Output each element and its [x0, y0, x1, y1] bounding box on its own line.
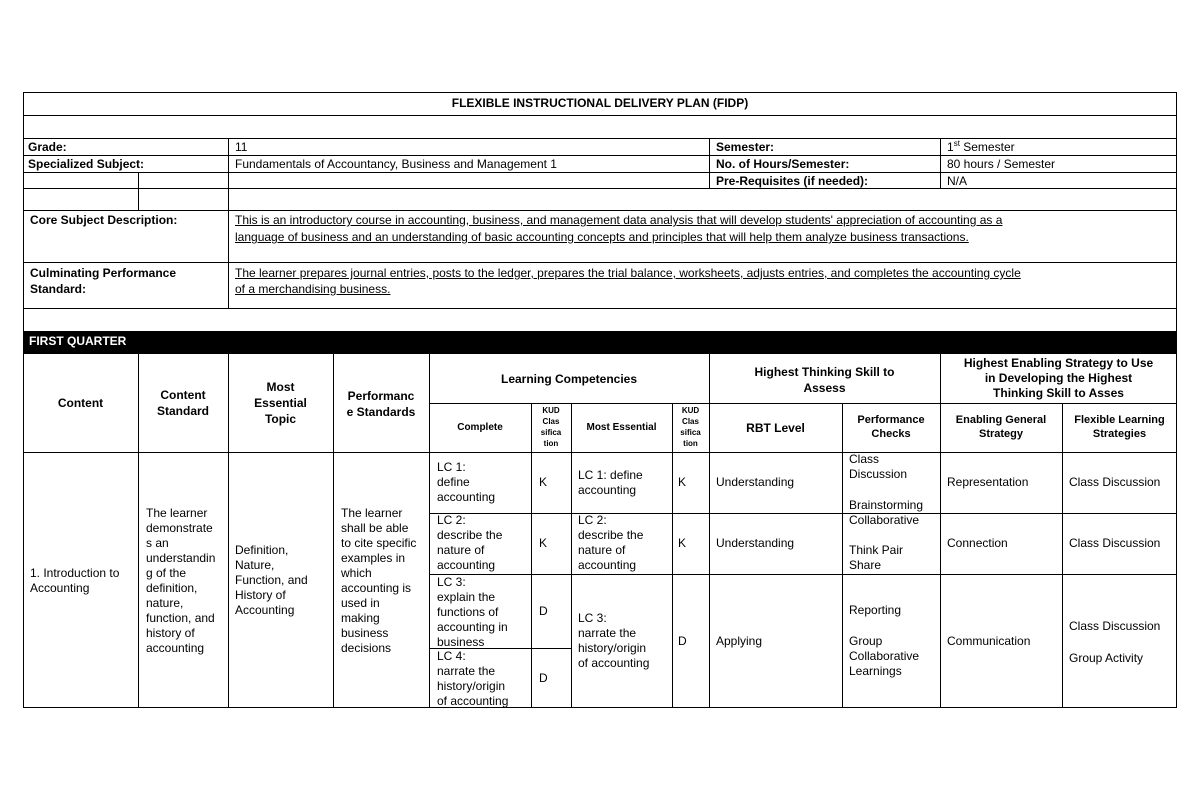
rule [429, 403, 1177, 404]
subject-value: Fundamentals of Accountancy, Business and Management 1 [235, 157, 557, 171]
lc3-rbt-level: Applying [716, 634, 763, 648]
rule [228, 138, 229, 188]
header-learning-competencies: Learning Competencies [500, 372, 638, 386]
prereq-label: Pre-Requisites (if needed): [716, 174, 869, 188]
rule [23, 155, 1177, 156]
header-complete: Complete [457, 422, 503, 433]
subject-label: Specialized Subject: [28, 157, 145, 171]
lc2-performance-checks: Collaborative Think Pair Share [849, 513, 920, 572]
table-border-top [23, 92, 1177, 93]
document-title: FLEXIBLE INSTRUCTIONAL DELIVERY PLAN (FIDP) [451, 96, 749, 110]
header-most-essential-topic: Most Essential Topic [254, 380, 307, 426]
rule [23, 188, 1177, 189]
lc1-flexible-strategy: Class Discussion [1069, 475, 1161, 489]
header-kud-classification-1: KUD Clas sifica tion [540, 406, 562, 448]
header-kud-classification-2: KUD Clas sifica tion [680, 406, 701, 448]
rule [23, 262, 1177, 263]
lc2-complete: LC 2: describe the nature of accounting [437, 513, 503, 572]
core-description-label: Core Subject Description: [30, 213, 178, 227]
quarter-bar [23, 331, 1177, 354]
header-most-essential: Most Essential [586, 422, 657, 433]
lc1-performance-checks: Class Discussion Brainstorming [849, 452, 924, 512]
quarter-title: FIRST QUARTER [29, 334, 127, 348]
lc1-most-essential: LC 1: define accounting [578, 468, 643, 497]
culminating-label-1: Culminating Performance [30, 266, 177, 280]
header-performance-checks: Performance Checks [857, 414, 925, 440]
rule [138, 172, 139, 210]
lc4-kud: D [539, 671, 548, 685]
table-border-bottom [23, 707, 1177, 708]
prereq-value: N/A [947, 174, 968, 188]
lc3-kud-essential: D [678, 634, 687, 648]
lc1-kud: K [539, 475, 548, 489]
lc1-kud-essential: K [678, 475, 687, 489]
lc3-kud: D [539, 604, 548, 618]
semester-label: Semester: [716, 140, 775, 154]
rule [228, 188, 229, 210]
culminating-label-2: Standard: [30, 282, 87, 296]
rule [228, 210, 229, 308]
lc3-most-essential: LC 3: narrate the history/origin of accounting [578, 611, 650, 670]
rule [23, 115, 1177, 116]
hours-value: 80 hours / Semester [947, 157, 1056, 171]
lc2-enabling-strategy: Connection [947, 536, 1008, 550]
header-content: Content [57, 396, 104, 410]
body-performance-standards: The learner shall be able to cite specific examples in which accounting is used in making business decisions [341, 506, 417, 655]
header-rbt-level: RBT Level [746, 421, 805, 435]
header-highest-thinking-skill: Highest Thinking Skill to Assess [754, 365, 895, 395]
core-description-line-1: This is an introductory course in accounting, business, and management data analysis that will develop students' appreciation of accounting as a [235, 213, 1003, 227]
lc2-most-essential: LC 2: describe the nature of accounting [578, 513, 644, 572]
lc3-performance-checks: Reporting Group Collaborative Learnings [849, 603, 920, 678]
body-content: 1. Introduction to Accounting [30, 566, 120, 595]
rule [23, 172, 1177, 173]
rule [23, 308, 1177, 309]
rule [429, 354, 430, 708]
header-highest-enabling-strategy: Highest Enabling Strategy to Use in Developing the Highest Thinking Skill to Asses [963, 356, 1154, 400]
rule [1062, 403, 1063, 708]
rule [940, 138, 941, 188]
rule [23, 210, 1177, 211]
header-flexible-learning-strategies: Flexible Learning Strategies [1074, 414, 1165, 440]
grade-value: 11 [235, 140, 248, 154]
lc1-enabling-strategy: Representation [947, 475, 1029, 489]
lc3-complete: LC 3: explain the functions of accounting in business [437, 575, 508, 649]
rule [571, 403, 572, 708]
lc3-enabling-strategy: Communication [947, 634, 1031, 648]
rule [842, 403, 843, 708]
rule [429, 513, 1177, 514]
header-content-standard: Content Standard [156, 388, 209, 418]
rule [709, 138, 710, 188]
rule [709, 354, 710, 708]
lc1-complete: LC 1: define accounting [437, 460, 496, 504]
core-description-line-2: language of business and an understanding of basic accounting concepts and principles that will help them analyze business transactions. [235, 230, 969, 244]
culminating-line-1: The learner prepares journal entries, posts to the ledger, prepares the trial balance, worksheets, adjusts entries, and completes the accounting cycle [235, 266, 1021, 280]
lc2-flexible-strategy: Class Discussion [1069, 536, 1161, 550]
grade-label: Grade: [28, 140, 67, 154]
hours-label: No. of Hours/Semester: [716, 157, 850, 171]
rule [23, 138, 1177, 139]
body-most-essential-topic: Definition, Nature, Function, and History of Accounting [235, 543, 308, 617]
body-content-standard: The learner demonstrate s an understandin g of the definition, nature, function, and history of accounting [146, 506, 216, 655]
header-enabling-general-strategy: Enabling General Strategy [955, 414, 1047, 440]
lc2-kud-essential: K [678, 536, 687, 550]
semester-value: 1st Semester [947, 139, 1015, 154]
rule [23, 452, 1177, 453]
lc3-flexible-strategy: Class Discussion Group Activity [1069, 619, 1161, 665]
lc1-rbt-level: Understanding [716, 475, 795, 489]
header-performance-standards: Performanc e Standards [346, 389, 416, 419]
lc2-rbt-level: Understanding [716, 536, 795, 550]
rule [940, 354, 941, 708]
lc2-kud: K [539, 536, 548, 550]
rule [429, 574, 1177, 575]
lc4-complete: LC 4: narrate the history/origin of accounting [437, 649, 509, 708]
culminating-line-2: of a merchandising business. [235, 282, 391, 296]
